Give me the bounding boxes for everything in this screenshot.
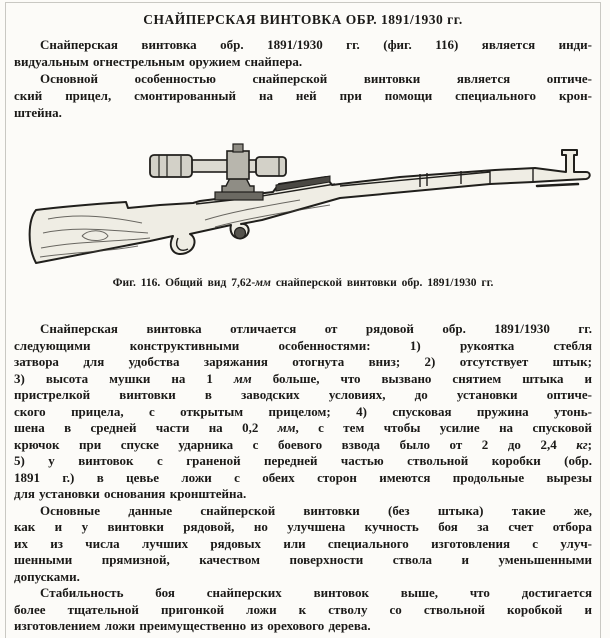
text-line: шенными прямизной, качеством поверхности ствола и уменьшенными	[14, 552, 592, 567]
paragraph	[14, 70, 592, 121]
page-edge-rule-right	[600, 2, 601, 638]
text-line: ский прицел, смонтированный на ней при помощи специального крон-	[14, 88, 592, 103]
paragraph	[14, 321, 592, 503]
text-line: 1891 г.) в цевье ложи с обеих сторон имеются продольные вырезы	[14, 469, 592, 485]
text-line: их из числа лучших рядовых или специального изготовления с улуч-	[14, 535, 592, 551]
text-line: крючок при спуске ударника с боевого взвода было от 2 до 2,4 кг;	[14, 436, 592, 452]
scope-tube	[186, 160, 262, 172]
bolt-knob	[235, 228, 246, 239]
scope-mount-base	[215, 192, 263, 200]
text-line: Основной особенностью снайперской винтовки является оптиче-	[40, 71, 592, 86]
text-line: более тщательной пригонкой ложи к стволу со ствольной коробкой и	[14, 601, 592, 617]
scope-turret-housing	[227, 151, 249, 179]
text-line: штейна.	[14, 105, 62, 120]
page-edge-rule-top	[5, 2, 601, 3]
text-line: шена в средней части на 0,2 мм, с тем чтобы усилие на спусковой	[14, 420, 592, 435]
text-line: ского прицела, с открытым прицелом; 4) спусковая пружина утонь-	[14, 403, 592, 419]
rifle-body-outline	[30, 150, 590, 263]
page-edge-rule-left	[5, 2, 6, 638]
text-line: Снайперская винтовка отличается от рядовой обр. 1891/1930 гг.	[40, 321, 592, 336]
text-line: изготовлением ложи преимущественно из орехового дерева.	[14, 618, 371, 633]
paragraph	[14, 585, 592, 635]
scope-objective	[256, 157, 286, 176]
text-line: допусками.	[14, 568, 80, 584]
text-line: затвора для удобства заряжания отогнута вниз; 2) отсутствует штык;	[14, 354, 592, 369]
text-line: 3) высота мушки на 1 мм больше, что вызвано снятием штыка и	[14, 370, 592, 386]
scope-turret-knob	[233, 144, 243, 152]
page-title: СНАЙПЕРСКАЯ ВИНТОВКА ОБР. 1891/1930 гг.	[143, 12, 463, 27]
scope-eyepiece	[150, 155, 192, 177]
figure-caption: Фиг. 116. Общий вид 7,62-мм снайперской винтовки обр. 1891/1930 гг.	[112, 277, 494, 289]
text-line: пристрелкой винтовки в заводских условиях, до установки оптиче-	[14, 387, 592, 402]
text-line: для установки основания кронштейна.	[14, 486, 247, 501]
text-line: 5) у винтовок с граненой передней частью ствольной коробки (обр.	[14, 453, 592, 468]
text-line: как и у винтовки рядовой, но улучшена кучность боя за счет отбора	[14, 519, 592, 534]
text-line: Снайперская винтовка обр. 1891/1930 гг. (фиг. 116) является инди-	[40, 37, 592, 52]
sniper-rifle-illustration	[0, 124, 610, 274]
optical-scope	[150, 144, 286, 200]
figure-116	[0, 124, 610, 274]
text-line: Основные данные снайперской винтовки (без штыка) такие же,	[40, 502, 592, 518]
intro-text-block	[14, 36, 592, 121]
text-line: видуальным огнестрельным оружием снайпера.	[14, 54, 303, 69]
paragraph	[14, 36, 592, 70]
text-line: Стабильность боя снайперских винтовок выше, что достигается	[40, 585, 592, 600]
text-line: следующими конструктивными особенностями: 1) рукоятка стебля	[14, 337, 592, 353]
cleaning-rod	[537, 184, 578, 186]
paragraph	[14, 503, 592, 586]
body-text-block	[14, 321, 592, 635]
